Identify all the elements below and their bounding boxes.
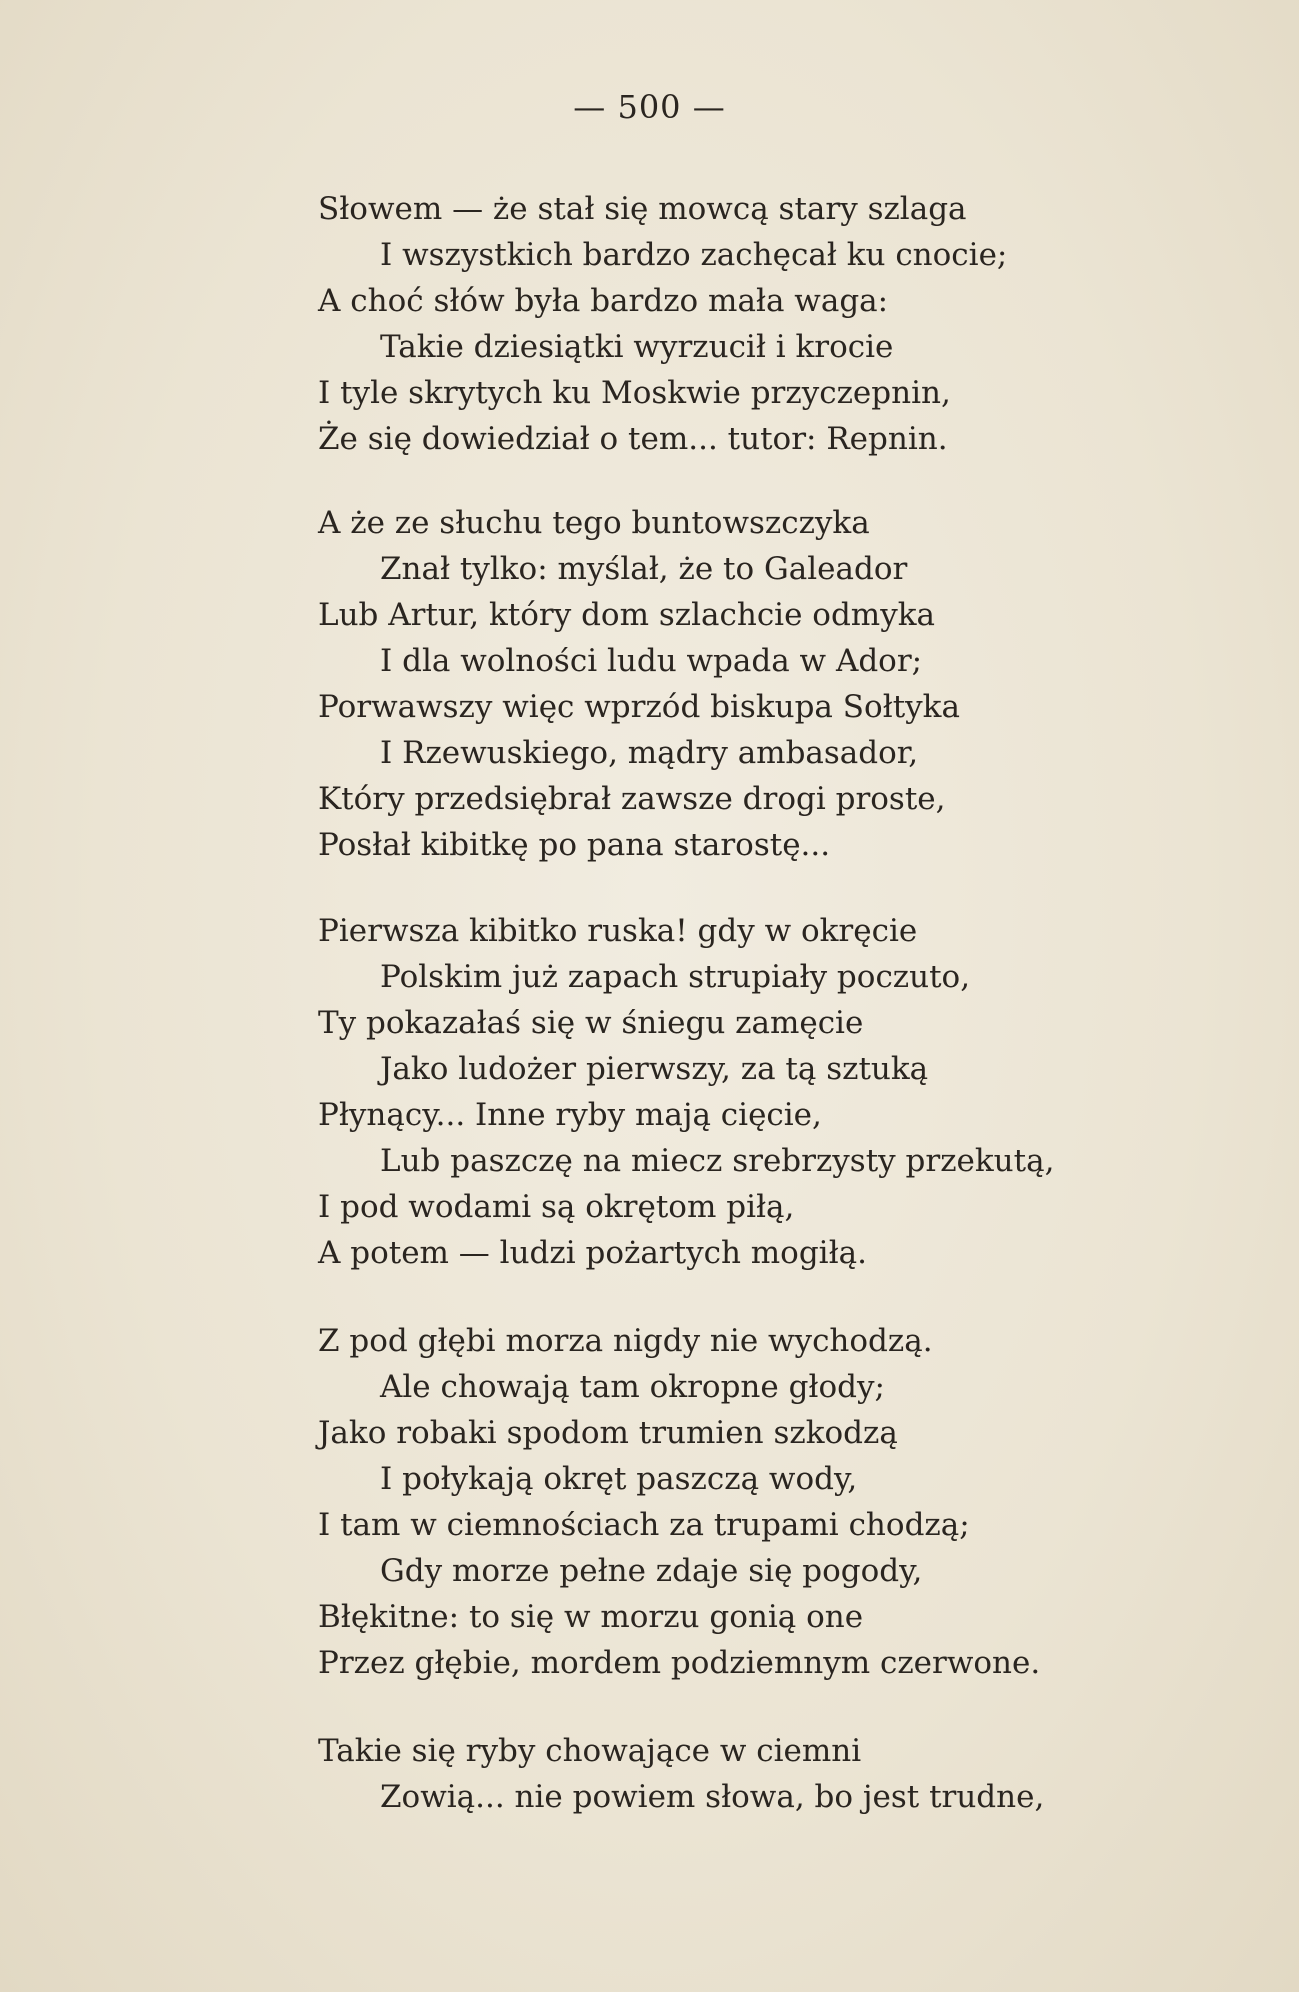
- verse-line: Pierwsza kibitko ruska! gdy w okręcie: [318, 913, 918, 949]
- stanza-4: [318, 1318, 1218, 1686]
- verse-line: Znał tylko: myślał, że to Galeador: [380, 551, 908, 587]
- verse-line: Że się dowiedział o tem... tutor: Repnin.: [318, 421, 948, 457]
- stanza-1: [318, 186, 1218, 462]
- verse-line: I dla wolności ludu wpada w Ador;: [380, 643, 923, 679]
- verse-line: A potem — ludzi pożartych mogiłą.: [318, 1235, 867, 1271]
- verse-line: Lub paszczę na miecz srebrzysty przekutą,: [380, 1143, 1055, 1179]
- verse-line: Jako ludożer pierwszy, za tą sztuką: [380, 1051, 929, 1087]
- verse-line: Ty pokazałaś się w śniegu zamęcie: [318, 1005, 864, 1041]
- verse-line: I tyle skrytych ku Moskwie przyczepnin,: [318, 375, 951, 411]
- verse-line: Takie się ryby chowające w ciemni: [318, 1733, 862, 1769]
- stanza-3: [318, 908, 1218, 1276]
- verse-line: A że ze słuchu tego buntowszczyka: [318, 505, 870, 541]
- verse-line: Takie dziesiątki wyrzucił i krocie: [380, 329, 894, 365]
- page-number: — 500 —: [573, 88, 726, 126]
- verse-line: I połykają okręt paszczą wody,: [380, 1461, 858, 1497]
- stanza-2: [318, 500, 1218, 868]
- verse-line: Ale chowają tam okropne głody;: [380, 1369, 885, 1405]
- verse-line: Polskim już zapach strupiały poczuto,: [380, 959, 971, 995]
- stanza-5: [318, 1728, 1218, 1820]
- verse-line: Który przedsiębrał zawsze drogi proste,: [318, 781, 946, 817]
- verse-line: A choć słów była bardzo mała waga:: [318, 283, 889, 319]
- verse-line: I pod wodami są okrętom piłą,: [318, 1189, 795, 1225]
- verse-line: Płynący... Inne ryby mają cięcie,: [318, 1097, 822, 1133]
- verse-line: Jako robaki spodom trumien szkodzą: [318, 1415, 898, 1451]
- verse-line: Z pod głębi morza nigdy nie wychodzą.: [318, 1323, 933, 1359]
- verse-line: I Rzewuskiego, mądry ambasador,: [380, 735, 919, 771]
- verse-line: Gdy morze pełne zdaje się pogody,: [380, 1553, 923, 1589]
- verse-line: Lub Artur, który dom szlachcie odmyka: [318, 597, 935, 633]
- verse-line: I wszystkich bardzo zachęcał ku cnocie;: [380, 237, 1008, 273]
- verse-line: Posłał kibitkę po pana starostę...: [318, 827, 831, 863]
- verse-line: Zowią... nie powiem słowa, bo jest trudne,: [380, 1779, 1045, 1815]
- verse-line: Przez głębie, mordem podziemnym czerwone.: [318, 1645, 1041, 1681]
- verse-line: Porwawszy więc wprzód biskupa Sołtyka: [318, 689, 960, 725]
- verse-line: Błękitne: to się w morzu gonią one: [318, 1599, 864, 1635]
- verse-line: I tam w ciemnościach za trupami chodzą;: [318, 1507, 970, 1543]
- verse-line: Słowem — że stał się mowcą stary szlaga: [318, 191, 967, 227]
